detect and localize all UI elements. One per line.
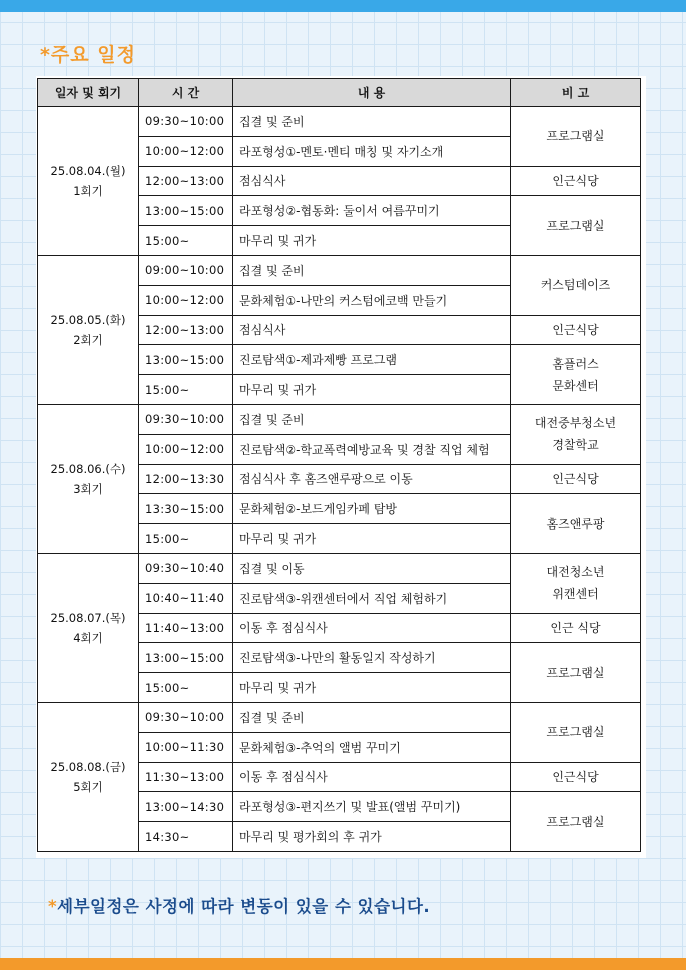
date-text: 25.08.07.(목) bbox=[50, 610, 126, 625]
content-cell: 집결 및 준비 bbox=[233, 255, 511, 285]
footer-note bbox=[48, 893, 430, 917]
schedule-table-body bbox=[38, 107, 641, 852]
top-accent-bar bbox=[0, 0, 686, 12]
content-cell: 집결 및 준비 bbox=[233, 702, 511, 732]
time-cell: 09:00~10:00 bbox=[139, 255, 233, 285]
note-cell bbox=[511, 255, 641, 315]
content-cell: 마무리 및 귀가 bbox=[233, 524, 511, 554]
header-note: 비 고 bbox=[511, 79, 641, 107]
time-cell: 10:00~11:30 bbox=[139, 732, 233, 762]
session-text: 4회기 bbox=[73, 630, 103, 645]
time-cell: 15:00~ bbox=[139, 673, 233, 703]
note-cell bbox=[511, 494, 641, 554]
note-text: 프로그램실 bbox=[546, 218, 605, 233]
date-session-cell bbox=[38, 553, 139, 702]
table-row bbox=[38, 702, 641, 732]
footer-note-text: 세부일정은 사정에 따라 변동이 있을 수 있습니다. bbox=[57, 897, 431, 916]
time-cell: 13:00~15:00 bbox=[139, 643, 233, 673]
time-cell: 13:30~15:00 bbox=[139, 494, 233, 524]
content-cell: 점심식사 bbox=[233, 315, 511, 345]
note-text: 경찰학교 bbox=[552, 438, 599, 453]
time-cell: 13:00~15:00 bbox=[139, 196, 233, 226]
content-cell: 진로탐색②-학교폭력예방교육 및 경찰 직업 체험 bbox=[233, 434, 511, 464]
time-cell: 10:40~11:40 bbox=[139, 583, 233, 613]
table-header-row bbox=[38, 79, 641, 107]
note-text: 문화센터 bbox=[552, 378, 599, 393]
note-cell bbox=[511, 196, 641, 256]
note-text: 커스텀데이즈 bbox=[540, 278, 611, 293]
note-text: 홈즈앤루팡 bbox=[546, 516, 605, 531]
time-cell: 09:30~10:00 bbox=[139, 404, 233, 434]
date-text: 25.08.06.(수) bbox=[50, 461, 126, 476]
section-title: *주요 일정 bbox=[40, 44, 136, 66]
content-cell: 진로탐색③-나만의 활동일지 작성하기 bbox=[233, 643, 511, 673]
note-cell bbox=[511, 702, 641, 762]
content-cell: 집결 및 이동 bbox=[233, 553, 511, 583]
time-cell: 12:00~13:00 bbox=[139, 166, 233, 196]
content-cell: 문화체험②-보드게임카페 탐방 bbox=[233, 494, 511, 524]
content-cell: 진로탐색③-위캔센터에서 직업 체험하기 bbox=[233, 583, 511, 613]
note-cell bbox=[511, 107, 641, 167]
note-text: 대전중부청소년 bbox=[534, 416, 617, 431]
schedule-table bbox=[37, 78, 641, 852]
time-cell: 15:00~ bbox=[139, 375, 233, 405]
time-cell: 11:30~13:00 bbox=[139, 762, 233, 792]
time-cell: 11:40~13:00 bbox=[139, 613, 233, 643]
content-cell: 집결 및 준비 bbox=[233, 404, 511, 434]
session-text: 5회기 bbox=[73, 779, 103, 794]
time-cell: 09:30~10:00 bbox=[139, 107, 233, 137]
note-text: 홈플러스 bbox=[552, 356, 599, 371]
content-cell: 집결 및 준비 bbox=[233, 107, 511, 137]
content-cell: 이동 후 점심식사 bbox=[233, 613, 511, 643]
content-cell: 마무리 및 귀가 bbox=[233, 226, 511, 256]
header-content: 내 용 bbox=[233, 79, 511, 107]
date-session-cell bbox=[38, 404, 139, 553]
session-text: 3회기 bbox=[73, 481, 103, 496]
note-cell bbox=[511, 613, 641, 643]
note-cell bbox=[511, 315, 641, 345]
table-row bbox=[38, 255, 641, 285]
content-cell: 마무리 및 귀가 bbox=[233, 375, 511, 405]
time-cell: 09:30~10:00 bbox=[139, 702, 233, 732]
time-cell: 10:00~12:00 bbox=[139, 434, 233, 464]
note-cell bbox=[511, 464, 641, 494]
content-cell: 라포형성①-멘토·멘티 매칭 및 자기소개 bbox=[233, 136, 511, 166]
note-text: 인근식당 bbox=[552, 322, 599, 337]
time-cell: 13:00~15:00 bbox=[139, 345, 233, 375]
note-text: 프로그램실 bbox=[546, 725, 605, 740]
note-text: 프로그램실 bbox=[546, 814, 605, 829]
note-cell bbox=[511, 762, 641, 792]
time-cell: 15:00~ bbox=[139, 226, 233, 256]
date-text: 25.08.05.(화) bbox=[50, 312, 126, 327]
table-row bbox=[38, 404, 641, 434]
note-text: 인근 식당 bbox=[550, 620, 601, 635]
content-cell: 이동 후 점심식사 bbox=[233, 762, 511, 792]
content-cell: 라포형성②-협동화: 둘이서 여름꾸미기 bbox=[233, 196, 511, 226]
session-text: 2회기 bbox=[73, 332, 103, 347]
note-text: 인근식당 bbox=[552, 173, 599, 188]
note-cell bbox=[511, 553, 641, 613]
note-cell bbox=[511, 166, 641, 196]
time-cell: 14:30~ bbox=[139, 822, 233, 852]
table-row bbox=[38, 107, 641, 137]
content-cell: 진로탐색①-제과제빵 프로그램 bbox=[233, 345, 511, 375]
date-session-cell bbox=[38, 255, 139, 404]
note-cell bbox=[511, 792, 641, 852]
note-cell bbox=[511, 345, 641, 405]
date-text: 25.08.08.(금) bbox=[50, 759, 126, 774]
note-cell bbox=[511, 404, 641, 464]
content-cell: 점심식사 bbox=[233, 166, 511, 196]
note-text: 위캔센터 bbox=[552, 587, 599, 602]
content-cell: 라포형성③-편지쓰기 및 발표(앨범 꾸미기) bbox=[233, 792, 511, 822]
note-text: 프로그램실 bbox=[546, 665, 605, 680]
date-session-cell bbox=[38, 107, 139, 256]
time-cell: 10:00~12:00 bbox=[139, 285, 233, 315]
note-text: 프로그램실 bbox=[546, 129, 605, 144]
content-cell: 점심식사 후 홈즈앤루팡으로 이동 bbox=[233, 464, 511, 494]
note-text: 인근식당 bbox=[552, 471, 599, 486]
time-cell: 13:00~14:30 bbox=[139, 792, 233, 822]
time-cell: 12:00~13:00 bbox=[139, 315, 233, 345]
content-cell: 마무리 및 평가회의 후 귀가 bbox=[233, 822, 511, 852]
content-cell: 마무리 및 귀가 bbox=[233, 673, 511, 703]
table-row bbox=[38, 553, 641, 583]
time-cell: 10:00~12:00 bbox=[139, 136, 233, 166]
date-session-cell bbox=[38, 702, 139, 851]
time-cell: 12:00~13:30 bbox=[139, 464, 233, 494]
date-text: 25.08.04.(월) bbox=[50, 163, 126, 178]
content-cell: 문화체험③-추억의 앨범 꾸미기 bbox=[233, 732, 511, 762]
header-date-session: 일자 및 회기 bbox=[38, 79, 139, 107]
content-cell: 문화체험①-나만의 커스텀에코백 만들기 bbox=[233, 285, 511, 315]
session-text: 1회기 bbox=[73, 183, 103, 198]
schedule-table-wrapper bbox=[36, 76, 646, 858]
time-cell: 15:00~ bbox=[139, 524, 233, 554]
note-text: 인근식당 bbox=[552, 769, 599, 784]
note-text: 대전청소년 bbox=[546, 565, 605, 580]
footer-star: * bbox=[48, 897, 58, 916]
note-cell bbox=[511, 643, 641, 703]
header-time: 시 간 bbox=[139, 79, 233, 107]
time-cell: 09:30~10:40 bbox=[139, 553, 233, 583]
bottom-accent-bar bbox=[0, 958, 686, 970]
